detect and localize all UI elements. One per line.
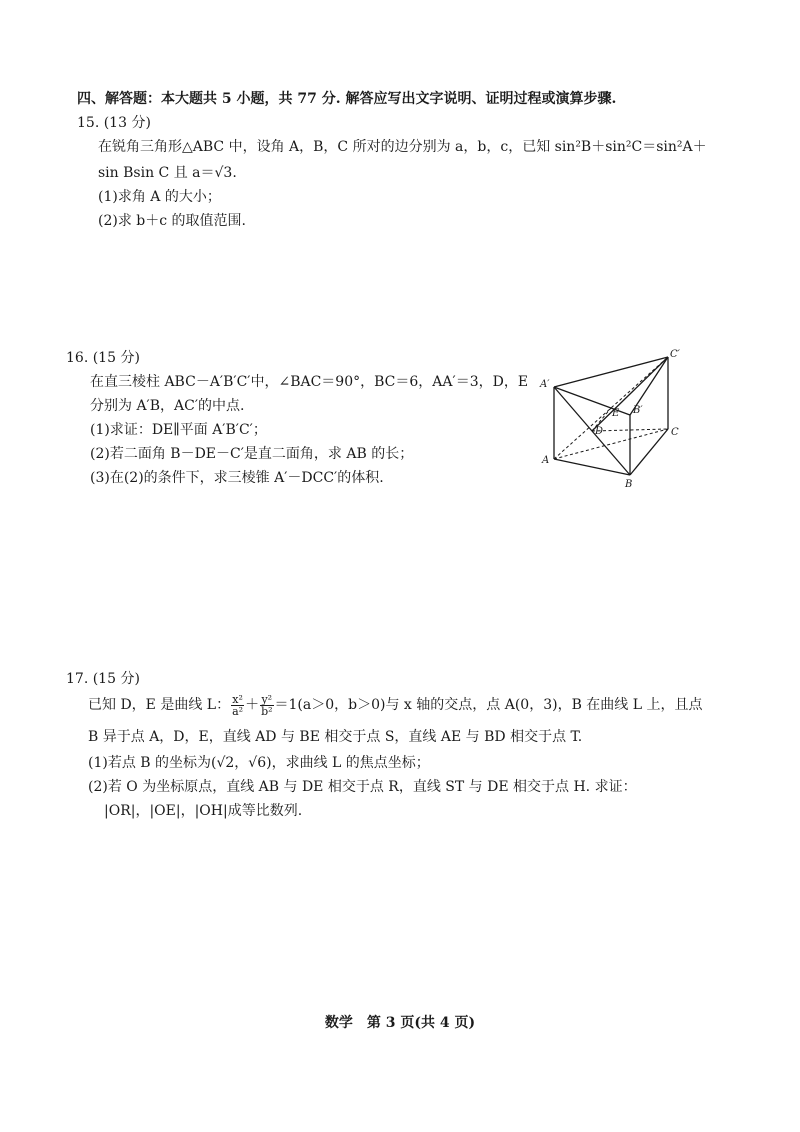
label-c: C bbox=[671, 427, 679, 438]
q15-part2: (2)求 b＋c 的取值范围. bbox=[98, 213, 246, 229]
page-footer: 数学 第 3 页(共 4 页) bbox=[324, 1015, 476, 1031]
q15-part1: (1)求角 A 的大小； bbox=[98, 189, 221, 205]
fraction-x2-a2 bbox=[231, 694, 244, 717]
q15-stem-line2: sin Bsin C 且 a＝√3. bbox=[98, 165, 237, 181]
label-a: A bbox=[542, 455, 550, 466]
q16-number: 16. (15 分) bbox=[66, 350, 140, 366]
q17-part1: (1)若点 B 的坐标为(√2，√6)，求曲线 L 的焦点坐标； bbox=[88, 755, 430, 771]
section-header: 四、解答题：本大题共 5 小题，共 77 分. 解答应写出文字说明、证明过程或演算步骤. bbox=[77, 91, 617, 107]
q17-line1-start: 已知 D，E 是曲线 L： bbox=[88, 697, 231, 713]
prism-diagram bbox=[538, 345, 688, 490]
prism-figure bbox=[538, 345, 688, 490]
fraction2-numerator: y² bbox=[261, 692, 273, 706]
label-b1: B′ bbox=[633, 405, 643, 416]
label-d: D bbox=[595, 426, 604, 437]
q16-part3: (3)在(2)的条件下，求三棱锥 A′－DCC′的体积. bbox=[90, 470, 384, 486]
q16-part1: (1)求证：DE∥平面 A′B′C′； bbox=[90, 422, 267, 438]
fraction1-numerator: x² bbox=[232, 692, 243, 706]
edge-b-c bbox=[630, 429, 668, 475]
fraction1-denominator: a² bbox=[232, 704, 244, 718]
q17-number: 17. (15 分) bbox=[66, 671, 140, 687]
q17-stem-line1 bbox=[88, 690, 703, 720]
label-b: B bbox=[625, 479, 633, 490]
label-e: E bbox=[612, 408, 620, 419]
q17-part2: (2)若 O 为坐标原点，直线 AB 与 DE 相交于点 R，直线 ST 与 DE 相交于点 H. 求证： bbox=[88, 779, 637, 795]
label-c1: C′ bbox=[670, 349, 680, 360]
q15-stem-line1: 在锐角三角形△ABC 中，设角 A，B，C 所对的边分别为 a，b，c，已知 sin²B＋sin²C＝sin²A＋ bbox=[98, 139, 707, 155]
q16-stem-line2: 分别为 A′B，AC′的中点. bbox=[90, 398, 245, 414]
plus-sign: ＋ bbox=[245, 697, 260, 713]
fraction-y2-b2 bbox=[260, 694, 273, 717]
q17-line1-end: ＝1(a＞0，b＞0)与 x 轴的交点，点 A(0，3)，B 在曲线 L 上，且点 bbox=[274, 697, 703, 713]
q16-stem-line1: 在直三棱柱 ABC－A′B′C′中，∠BAC＝90°，BC＝6，AA′＝3，D，E bbox=[90, 374, 529, 390]
q17-stem-line2: B 异于点 A，D，E，直线 AD 与 BE 相交于点 S，直线 AE 与 BD 相交于点 T. bbox=[88, 729, 583, 745]
q15-number: 15. (13 分) bbox=[77, 115, 151, 131]
fraction2-denominator: b² bbox=[261, 704, 273, 718]
q17-part2-continued: |OR|，|OE|，|OH|成等比数列. bbox=[104, 803, 303, 819]
label-a1: A′ bbox=[540, 379, 550, 390]
q16-part2: (2)若二面角 B－DE－C′是直二面角，求 AB 的长； bbox=[90, 446, 414, 462]
